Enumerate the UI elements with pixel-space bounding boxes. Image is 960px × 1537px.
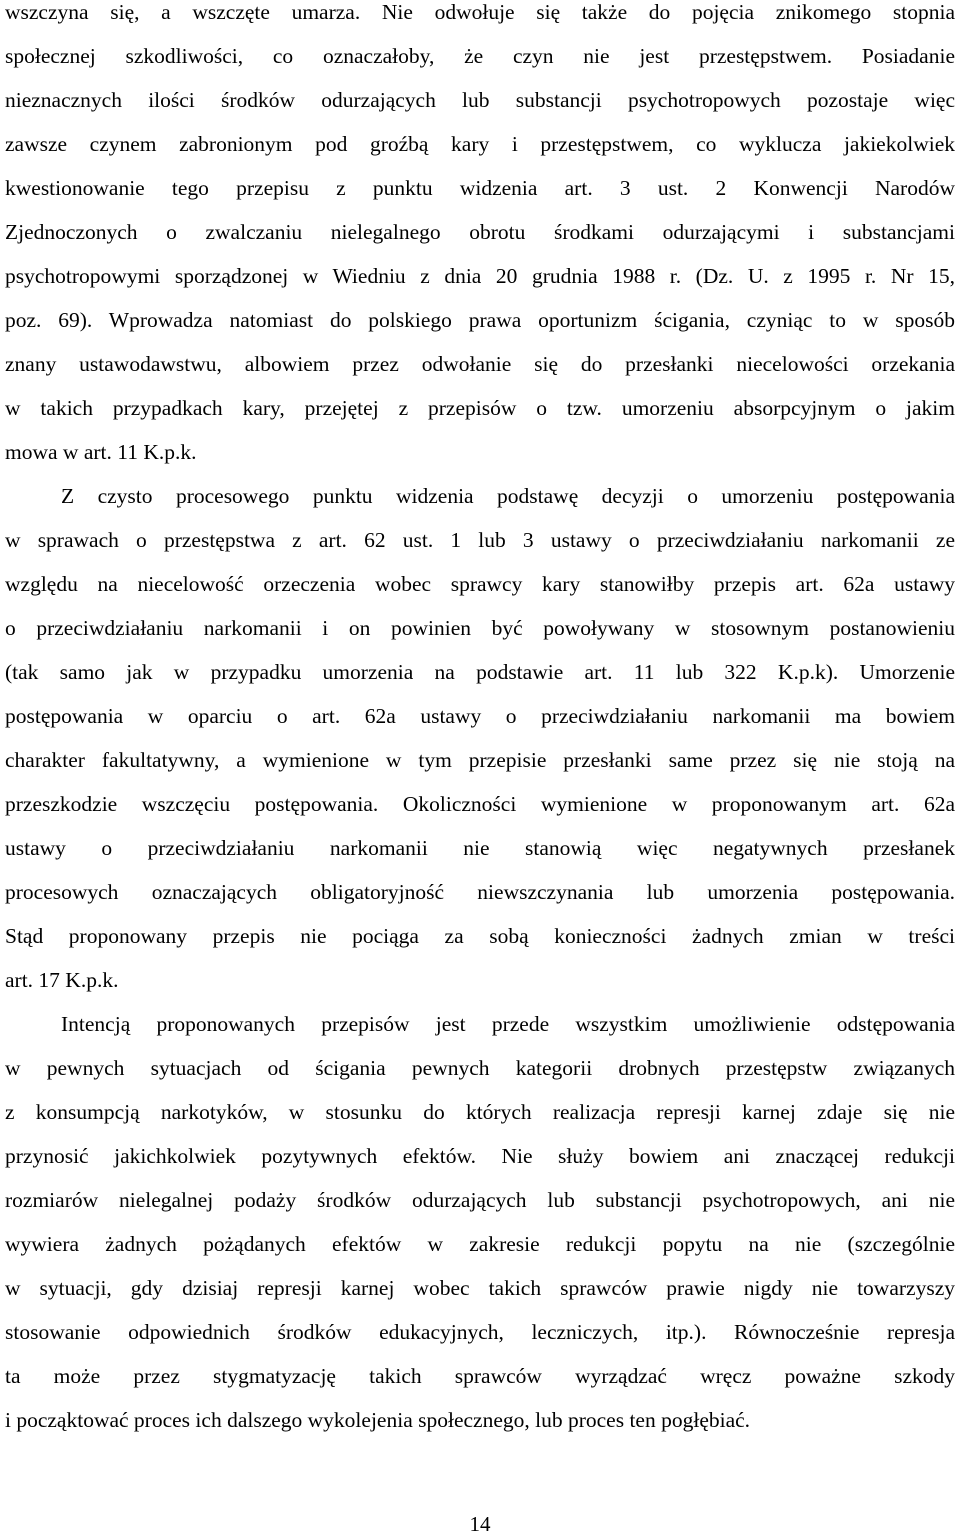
paragraph-line: i począktować proces ich dalszego wykolejenia społecznego, lub proces ten pogłębiać. <box>5 1408 751 1432</box>
paragraph-line: rozmiarów nielegalnej podaży środków odurzających lub substancji psychotropowych, ani nie <box>5 1188 955 1212</box>
paragraph-line: w pewnych sytuacjach od ścigania pewnych kategorii drobnych przestępstw związanych <box>5 1056 955 1080</box>
paragraph-line: poz. 69). Wprowadza natomiast do polskiego prawa oportunizm ścigania, czyniąc to w sposób <box>5 308 955 332</box>
paragraph-line: Zjednoczonych o zwalczaniu nielegalnego obrotu środkami odurzającymi i substancjami <box>5 220 955 244</box>
paragraph-line: w sytuacji, gdy dzisiaj represji karnej wobec takich sprawców prawie nigdy nie towarzyszy <box>5 1276 955 1300</box>
paragraph-line: zawsze czynem zabronionym pod groźbą kary i przestępstwem, co wyklucza jakiekolwiek <box>5 132 955 156</box>
paragraph-line: art. 17 K.p.k. <box>5 968 119 992</box>
paragraph-2 <box>5 481 955 1009</box>
paragraph-line: psychotropowymi sporządzonej w Wiedniu z dnia 20 grudnia 1988 r. (Dz. U. z 1995 r. Nr 15, <box>5 264 955 288</box>
paragraph-line: ustawy o przeciwdziałaniu narkomanii nie stanowią więc negatywnych przesłanek <box>5 836 955 860</box>
paragraph-line: charakter fakultatywny, a wymienione w tym przepisie przesłanki same przez się nie stoją na <box>5 748 955 772</box>
paragraph-line: nieznacznych ilości środków odurzających lub substancji psychotropowych pozostaje więc <box>5 88 955 112</box>
paragraph-line: stosowanie odpowiednich środków edukacyjnych, leczniczych, itp.). Równocześnie represja <box>5 1320 955 1344</box>
paragraph-line: wywiera żadnych pożądanych efektów w zakresie redukcji popytu na nie (szczególnie <box>5 1232 955 1256</box>
paragraph-line: z konsumpcją narkotyków, w stosunku do których realizacja represji karnej zdaje się nie <box>5 1100 955 1124</box>
paragraph-3 <box>5 1009 955 1449</box>
paragraph-line: procesowych oznaczających obligatoryjność niewszczynania lub umorzenia postępowania. <box>5 880 955 904</box>
paragraph-line: znany ustawodawstwu, albowiem przez odwołanie się do przesłanki niecelowości orzekania <box>5 352 955 376</box>
paragraph-line: postępowania w oparciu o art. 62a ustawy o przeciwdziałaniu narkomanii ma bowiem <box>5 704 955 728</box>
paragraph-line: przynosić jakichkolwiek pozytywnych efektów. Nie służy bowiem ani znaczącej redukcji <box>5 1144 955 1168</box>
paragraph-line: wszczyna się, a wszczęte umarza. Nie odwołuje się także do pojęcia znikomego stopnia <box>5 0 955 24</box>
paragraph-line: względu na niecelowość orzeczenia wobec sprawcy kary stanowiłby przepis art. 62a ustawy <box>5 572 955 596</box>
paragraph-1 <box>5 0 955 481</box>
paragraph-line: Stąd proponowany przepis nie pociąga za sobą konieczności żadnych zmian w treści <box>5 924 955 948</box>
paragraph-line: (tak samo jak w przypadku umorzenia na podstawie art. 11 lub 322 K.p.k). Umorzenie <box>5 660 955 684</box>
paragraph-line: ta może przez stygmatyzację takich sprawców wyrządzać wręcz poważne szkody <box>5 1364 955 1388</box>
paragraph-line: w takich przypadkach kary, przejętej z przepisów o tzw. umorzeniu absorpcyjnym o jakim <box>5 396 955 420</box>
paragraph-line: Intencją proponowanych przepisów jest przede wszystkim umożliwienie odstępowania <box>61 1012 955 1036</box>
paragraph-line: kwestionowanie tego przepisu z punktu widzenia art. 3 ust. 2 Konwencji Narodów <box>5 176 955 200</box>
paragraph-line: w sprawach o przestępstwa z art. 62 ust. 1 lub 3 ustawy o przeciwdziałaniu narkomanii ze <box>5 528 955 552</box>
paragraph-line: mowa w art. 11 K.p.k. <box>5 440 197 464</box>
page-number: 14 <box>469 1512 491 1536</box>
paragraph-line: o przeciwdziałaniu narkomanii i on powinien być powoływany w stosownym postanowieniu <box>5 616 955 640</box>
paragraph-line: przeszkodzie wszczęciu postępowania. Okoliczności wymienione w proponowanym art. 62a <box>5 792 955 816</box>
paragraph-line: Z czysto procesowego punktu widzenia podstawę decyzji o umorzeniu postępowania <box>61 484 955 508</box>
paragraph-line: społecznej szkodliwości, co oznaczałoby, że czyn nie jest przestępstwem. Posiadanie <box>5 44 955 68</box>
